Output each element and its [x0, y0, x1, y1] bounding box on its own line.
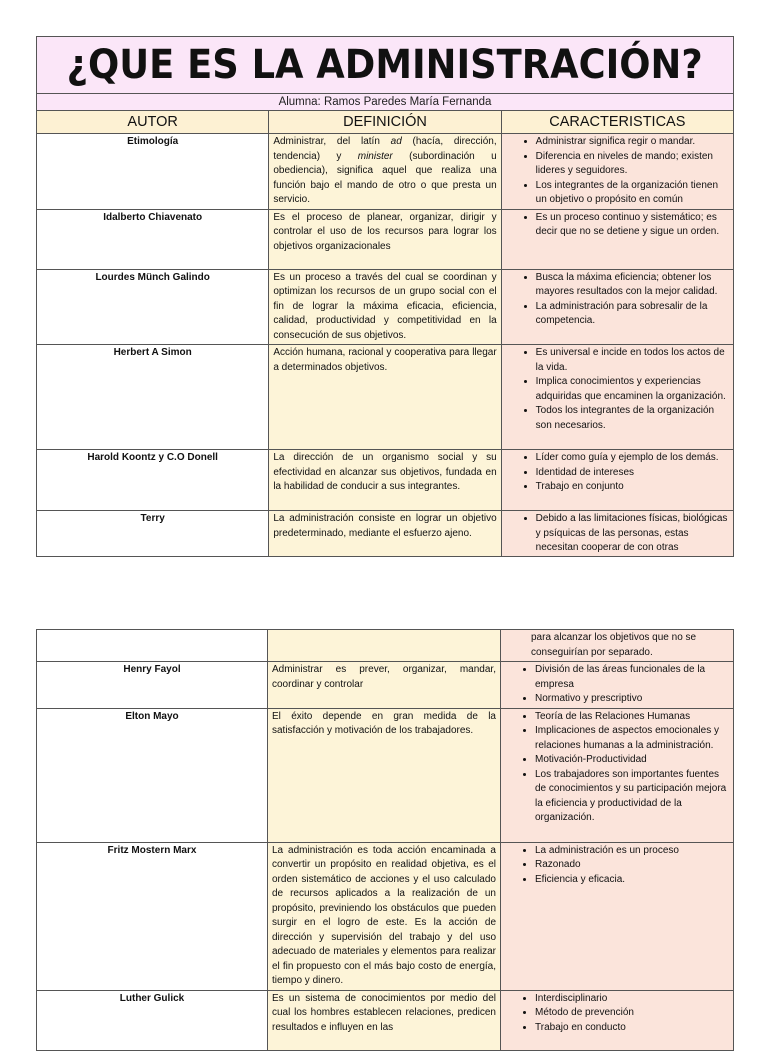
- author-cell: Idalberto Chiavenato: [37, 209, 269, 269]
- author-cell: Etimología: [37, 134, 269, 210]
- trait-item: • Motivación-Productividad: [535, 753, 729, 768]
- definition-cell: [268, 630, 501, 662]
- traits-cell: [501, 630, 734, 662]
- trait-item: • Implicaciones de aspectos emocionales y relaciones humanas a la administración.: [535, 724, 729, 753]
- trait-item: • Debido a las limitaciones físicas, biológicas y psíquicas de las personas, estas necesitan cooperar de con otras: [536, 512, 729, 555]
- definition-cell: La administración es toda acción encaminada a convertir un propósito en realidad objetiva, es el orden sistemático de acciones y el uso calculado de recursos aplicados a la realización de un propósito, previniendo los obstáculos que pueden surgir en el logro de este. Es la acción de dirección y supervisión del trabajo y del uso adecuado de materiales y elementos para realizar el fin propuesto con el más bajo costo de energía, tiempo y dinero.: [268, 842, 501, 990]
- definition-cell: Es un proceso a través del cual se coordinan y optimizan los recursos de un grupo social con el fin de lograr la máxima eficacia, eficiencia, calidad, productividad y competitividad en la consecución de sus objetivos.: [269, 269, 501, 345]
- header-row: [37, 111, 734, 134]
- trait-item: • La administración es un proceso: [535, 844, 729, 859]
- header-autor: AUTOR: [37, 111, 269, 134]
- trait-item: • Diferencia en niveles de mando; existen lideres y seguidores.: [536, 150, 729, 179]
- trait-item: • Implica conocimientos y experiencias adquiridas que encaminen la organización.: [536, 375, 729, 404]
- trait-item: • Los integrantes de la organización tienen un objetivo o propósito en común: [536, 179, 729, 208]
- table-row: [37, 450, 734, 511]
- author-cell: Harold Koontz y C.O Donell: [37, 450, 269, 511]
- trait-item: • Trabajo en conjunto: [536, 480, 729, 495]
- traits-cell: [501, 708, 734, 842]
- trait-item: • Líder como guía y ejemplo de los demás.: [536, 451, 729, 466]
- definition-cell: Administrar es prever, organizar, mandar, coordinar y controlar: [268, 662, 501, 709]
- trait-item: • Administrar significa regir o mandar.: [536, 135, 729, 150]
- table-row: [37, 708, 734, 842]
- page1-table: [36, 36, 734, 557]
- trait-item: • La administración para sobresalir de la competencia.: [536, 300, 729, 329]
- title-cell: [37, 37, 734, 94]
- author-cell: Terry: [37, 511, 269, 557]
- table-row: [37, 511, 734, 557]
- student-name: Alumna: Ramos Paredes María Fernanda: [37, 94, 734, 111]
- trait-continuation: para alcanzar los objetivos que no se conseguirían por separado.: [531, 632, 697, 658]
- traits-cell: [501, 209, 733, 269]
- table-row: [37, 662, 734, 709]
- traits-cell: [501, 269, 733, 345]
- trait-item: • Interdisciplinario: [535, 992, 729, 1007]
- traits-cell: [501, 511, 733, 557]
- definition-cell: La dirección de un organismo social y su efectividad en alcanzar sus objetivos, fundada en la habilidad de conducir a sus integrantes.: [269, 450, 501, 511]
- table-row: [37, 345, 734, 450]
- author-cell: [37, 630, 268, 662]
- definition-cell: Administrar, del latín ad (hacía, dirección, tendencia) y minister (subordinación u obediencia), significa aquel que realiza una función bajo el mando de otro o que presta un servicio.: [269, 134, 501, 210]
- author-cell: Luther Gulick: [37, 990, 268, 1050]
- table-row: [37, 134, 734, 210]
- traits-cell: [501, 990, 734, 1050]
- traits-cell: [501, 662, 734, 709]
- trait-item: • Es universal e incide en todos los actos de la vida.: [536, 346, 729, 375]
- trait-item: • Todos los integrantes de la organización son necesarios.: [536, 404, 729, 433]
- traits-cell: [501, 450, 733, 511]
- trait-item: • Razonado: [535, 858, 729, 873]
- definition-cell: El éxito depende en gran medida de la satisfacción y motivación de los trabajadores.: [268, 708, 501, 842]
- author-cell: Lourdes Münch Galindo: [37, 269, 269, 345]
- definition-cell: Acción humana, racional y cooperativa para llegar a determinados objetivos.: [269, 345, 501, 450]
- trait-item: • Normativo y prescriptivo: [535, 692, 729, 707]
- definition-cell: Es el proceso de planear, organizar, dirigir y controlar el uso de los recursos para lograr los objetivos organizacionales: [269, 209, 501, 269]
- traits-cell: [501, 134, 733, 210]
- definition-cell: La administración consiste en lograr un objetivo predeterminado, mediante el esfuerzo ajeno.: [269, 511, 501, 557]
- table-row: [37, 990, 734, 1050]
- trait-item: • Teoría de las Relaciones Humanas: [535, 710, 729, 725]
- trait-item: • División de las áreas funcionales de la empresa: [535, 663, 729, 692]
- trait-item: • Trabajo en conducto: [535, 1021, 729, 1036]
- trait-item: • Eficiencia y eficacia.: [535, 873, 729, 888]
- traits-cell: [501, 842, 734, 990]
- definition-cell: Es un sistema de conocimientos por medio del cual los hombres establecen relaciones, predicen resultados e influyen en las: [268, 990, 501, 1050]
- author-cell: Herbert A Simon: [37, 345, 269, 450]
- author-cell: Fritz Mostern Marx: [37, 842, 268, 990]
- table-row: [37, 209, 734, 269]
- author-cell: Elton Mayo: [37, 708, 268, 842]
- author-cell: Henry Fayol: [37, 662, 268, 709]
- traits-cell: [501, 345, 733, 450]
- trait-item: • Método de prevención: [535, 1006, 729, 1021]
- trait-item: • Busca la máxima eficiencia; obtener los mayores resultados con la mejor calidad.: [536, 271, 729, 300]
- trait-item: • Identidad de intereses: [536, 466, 729, 481]
- trait-item: • Es un proceso continuo y sistemático; es decir que no se detiene y sigue un orden.: [536, 211, 729, 240]
- header-definicion: DEFINICIÓN: [269, 111, 501, 134]
- header-caracteristicas: CARACTERISTICAS: [501, 111, 733, 134]
- table-row: [37, 842, 734, 990]
- table-row: [37, 630, 734, 662]
- document-title: ¿QUE ES LA ADMINISTRACIÓN?: [66, 42, 704, 88]
- page2-table: [36, 629, 734, 1051]
- trait-item: • Los trabajadores son importantes fuentes de conocimientos y su participación mejora la eficiencia y productividad de la organización.: [535, 768, 729, 826]
- table-row: [37, 269, 734, 345]
